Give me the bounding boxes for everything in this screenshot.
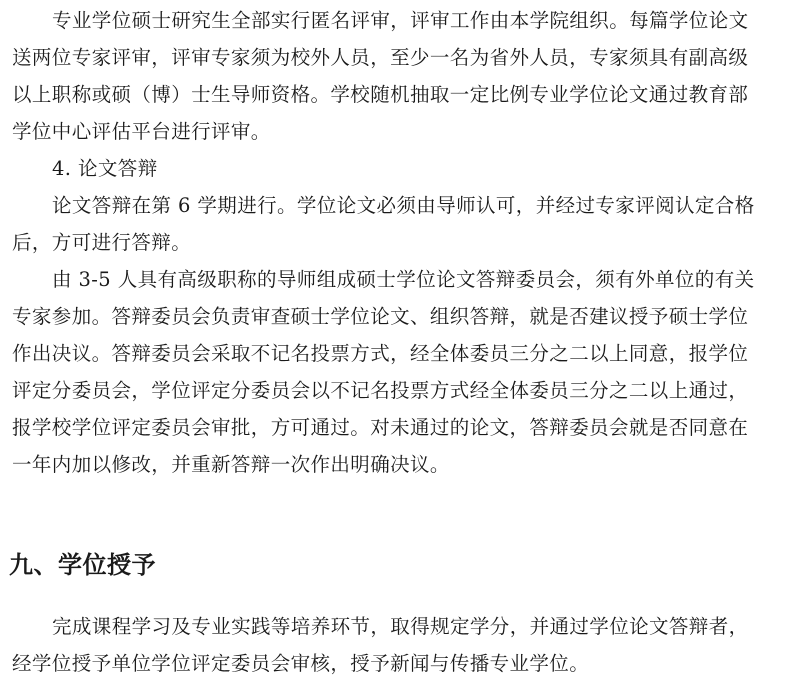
paragraph-1-line-3: 以上职称或硕（博）士生导师资格。学校随机抽取一定比例专业学位论文通过教育部 — [12, 83, 749, 106]
paragraph-3-line-2: 专家参加。答辩委员会负责审查硕士学位论文、组织答辩，就是否建议授予硕士学位 — [12, 305, 749, 328]
paragraph-4-line-2: 经学位授予单位学位评定委员会审核，授予新闻与传播专业学位。 — [12, 652, 590, 675]
paragraph-2-line-2: 后，方可进行答辩。 — [12, 231, 192, 254]
paragraph-3-line-1: 由 3-5 人具有高级职称的导师组成硕士学位论文答辩委员会，须有外单位的有关 — [52, 268, 755, 291]
paragraph-1-line-4: 学位中心评估平台进行评审。 — [12, 120, 271, 143]
paragraph-3-line-5: 报学校学位评定委员会审批，方可通过。对未通过的论文，答辩委员会就是否同意在 — [12, 416, 749, 439]
paragraph-3-line-6: 一年内加以修改，并重新答辩一次作出明确决议。 — [12, 453, 450, 476]
paragraph-3-line-4: 评定分委员会，学位评定分委员会以不记名投票方式经全体委员三分之二以上通过， — [12, 379, 749, 402]
section-4-heading: 4. 论文答辩 — [52, 157, 158, 180]
paragraph-3-line-3: 作出决议。答辩委员会采取不记名投票方式，经全体委员三分之二以上同意，报学位 — [12, 342, 749, 365]
paragraph-4-line-1: 完成课程学习及专业实践等培养环节，取得规定学分，并通过学位论文答辩者， — [52, 615, 749, 638]
section-9-heading: 九、学位授予 — [9, 551, 156, 579]
paragraph-1-line-1: 专业学位硕士研究生全部实行匿名评审，评审工作由本学院组织。每篇学位论文 — [52, 9, 749, 32]
paragraph-1-line-2: 送两位专家评审，评审专家须为校外人员，至少一名为省外人员，专家须具有副高级 — [12, 46, 749, 69]
paragraph-2-line-1: 论文答辩在第 6 学期进行。学位论文必须由导师认可，并经过专家评阅认定合格 — [52, 194, 755, 217]
